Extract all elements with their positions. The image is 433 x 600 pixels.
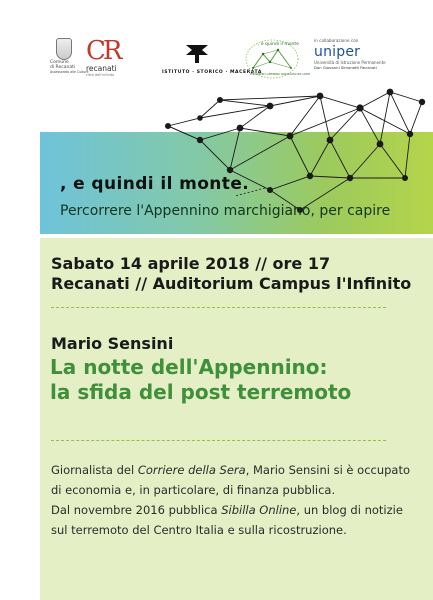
divider-dashed — [51, 440, 386, 441]
speaker-name: Mario Sensini — [51, 334, 174, 353]
event-title: , e quindi il monte. — [60, 174, 250, 194]
recanati-tagline: città dell'infinito — [86, 73, 115, 77]
event-date-time: Sabato 14 aprile 2018 // ore 17 — [51, 254, 331, 273]
bio-line — [51, 460, 411, 480]
comune-line1: Comune — [50, 60, 69, 65]
comune-line3: Assessorato alle Culture — [50, 70, 89, 74]
uniper-logo — [314, 38, 414, 70]
talk-title-line2: la sfida del post terremoto — [50, 380, 352, 404]
event-subtitle: Percorrere l'Appennino marchigiano, per capire — [60, 203, 391, 219]
bio-newspaper: Corriere della Sera — [137, 463, 246, 477]
mountain-emblem-icon — [243, 36, 310, 82]
divider-dashed — [51, 307, 386, 308]
uniper-line2: Don Giovanni Simonetti Recanati — [314, 65, 377, 70]
uniper-line1: Università di Istruzione Permanente — [314, 60, 386, 65]
bio-line — [51, 500, 411, 520]
bio-text: Dal novembre 2016 pubblica — [51, 503, 222, 517]
collaboration-label: in collaborazione con — [314, 38, 359, 43]
e-quindi-il-monte-logo — [243, 36, 310, 82]
event-location: Recanati // Auditorium Campus l'Infinito — [51, 274, 412, 293]
uniper-wordmark: uniper — [314, 44, 361, 60]
bio-line: sul terremoto del Centro Italia e sulla ricostruzione. — [51, 523, 347, 537]
coat-of-arms-icon — [56, 38, 72, 60]
istituto-text: ISTITUTO · STORICO · MACERATA — [162, 70, 262, 75]
recanati-name: recanati — [86, 64, 117, 73]
bio-text: , Mario Sensini si è occupato — [245, 463, 411, 477]
comune-logo — [50, 38, 89, 75]
bio-text: Giornalista del — [51, 463, 138, 477]
bio-blog-name: Sibilla Online — [221, 503, 297, 517]
comune-line2: di Recanati — [50, 65, 76, 70]
recanati-logo — [86, 38, 128, 78]
monte-logo-subtext: PERCORRERE L'APPENNINO MARCHIGIANO PER CAPIRE — [250, 73, 310, 76]
istituto-storico-logo — [162, 42, 262, 75]
talk-title-line1: La notte dell'Appennino: — [50, 355, 328, 379]
recanati-mark-icon: CR — [86, 36, 120, 66]
istituto-emblem-icon — [182, 42, 212, 64]
monte-logo-text: , e quindi il monte — [258, 42, 299, 47]
bio-text: , un blog di notizie — [296, 503, 403, 517]
bio-line: di economia e, in particolare, di finanza pubblica. — [51, 483, 336, 497]
talk-title — [50, 355, 351, 405]
mountain-network-graphic — [160, 78, 433, 218]
speaker-bio — [51, 460, 411, 540]
